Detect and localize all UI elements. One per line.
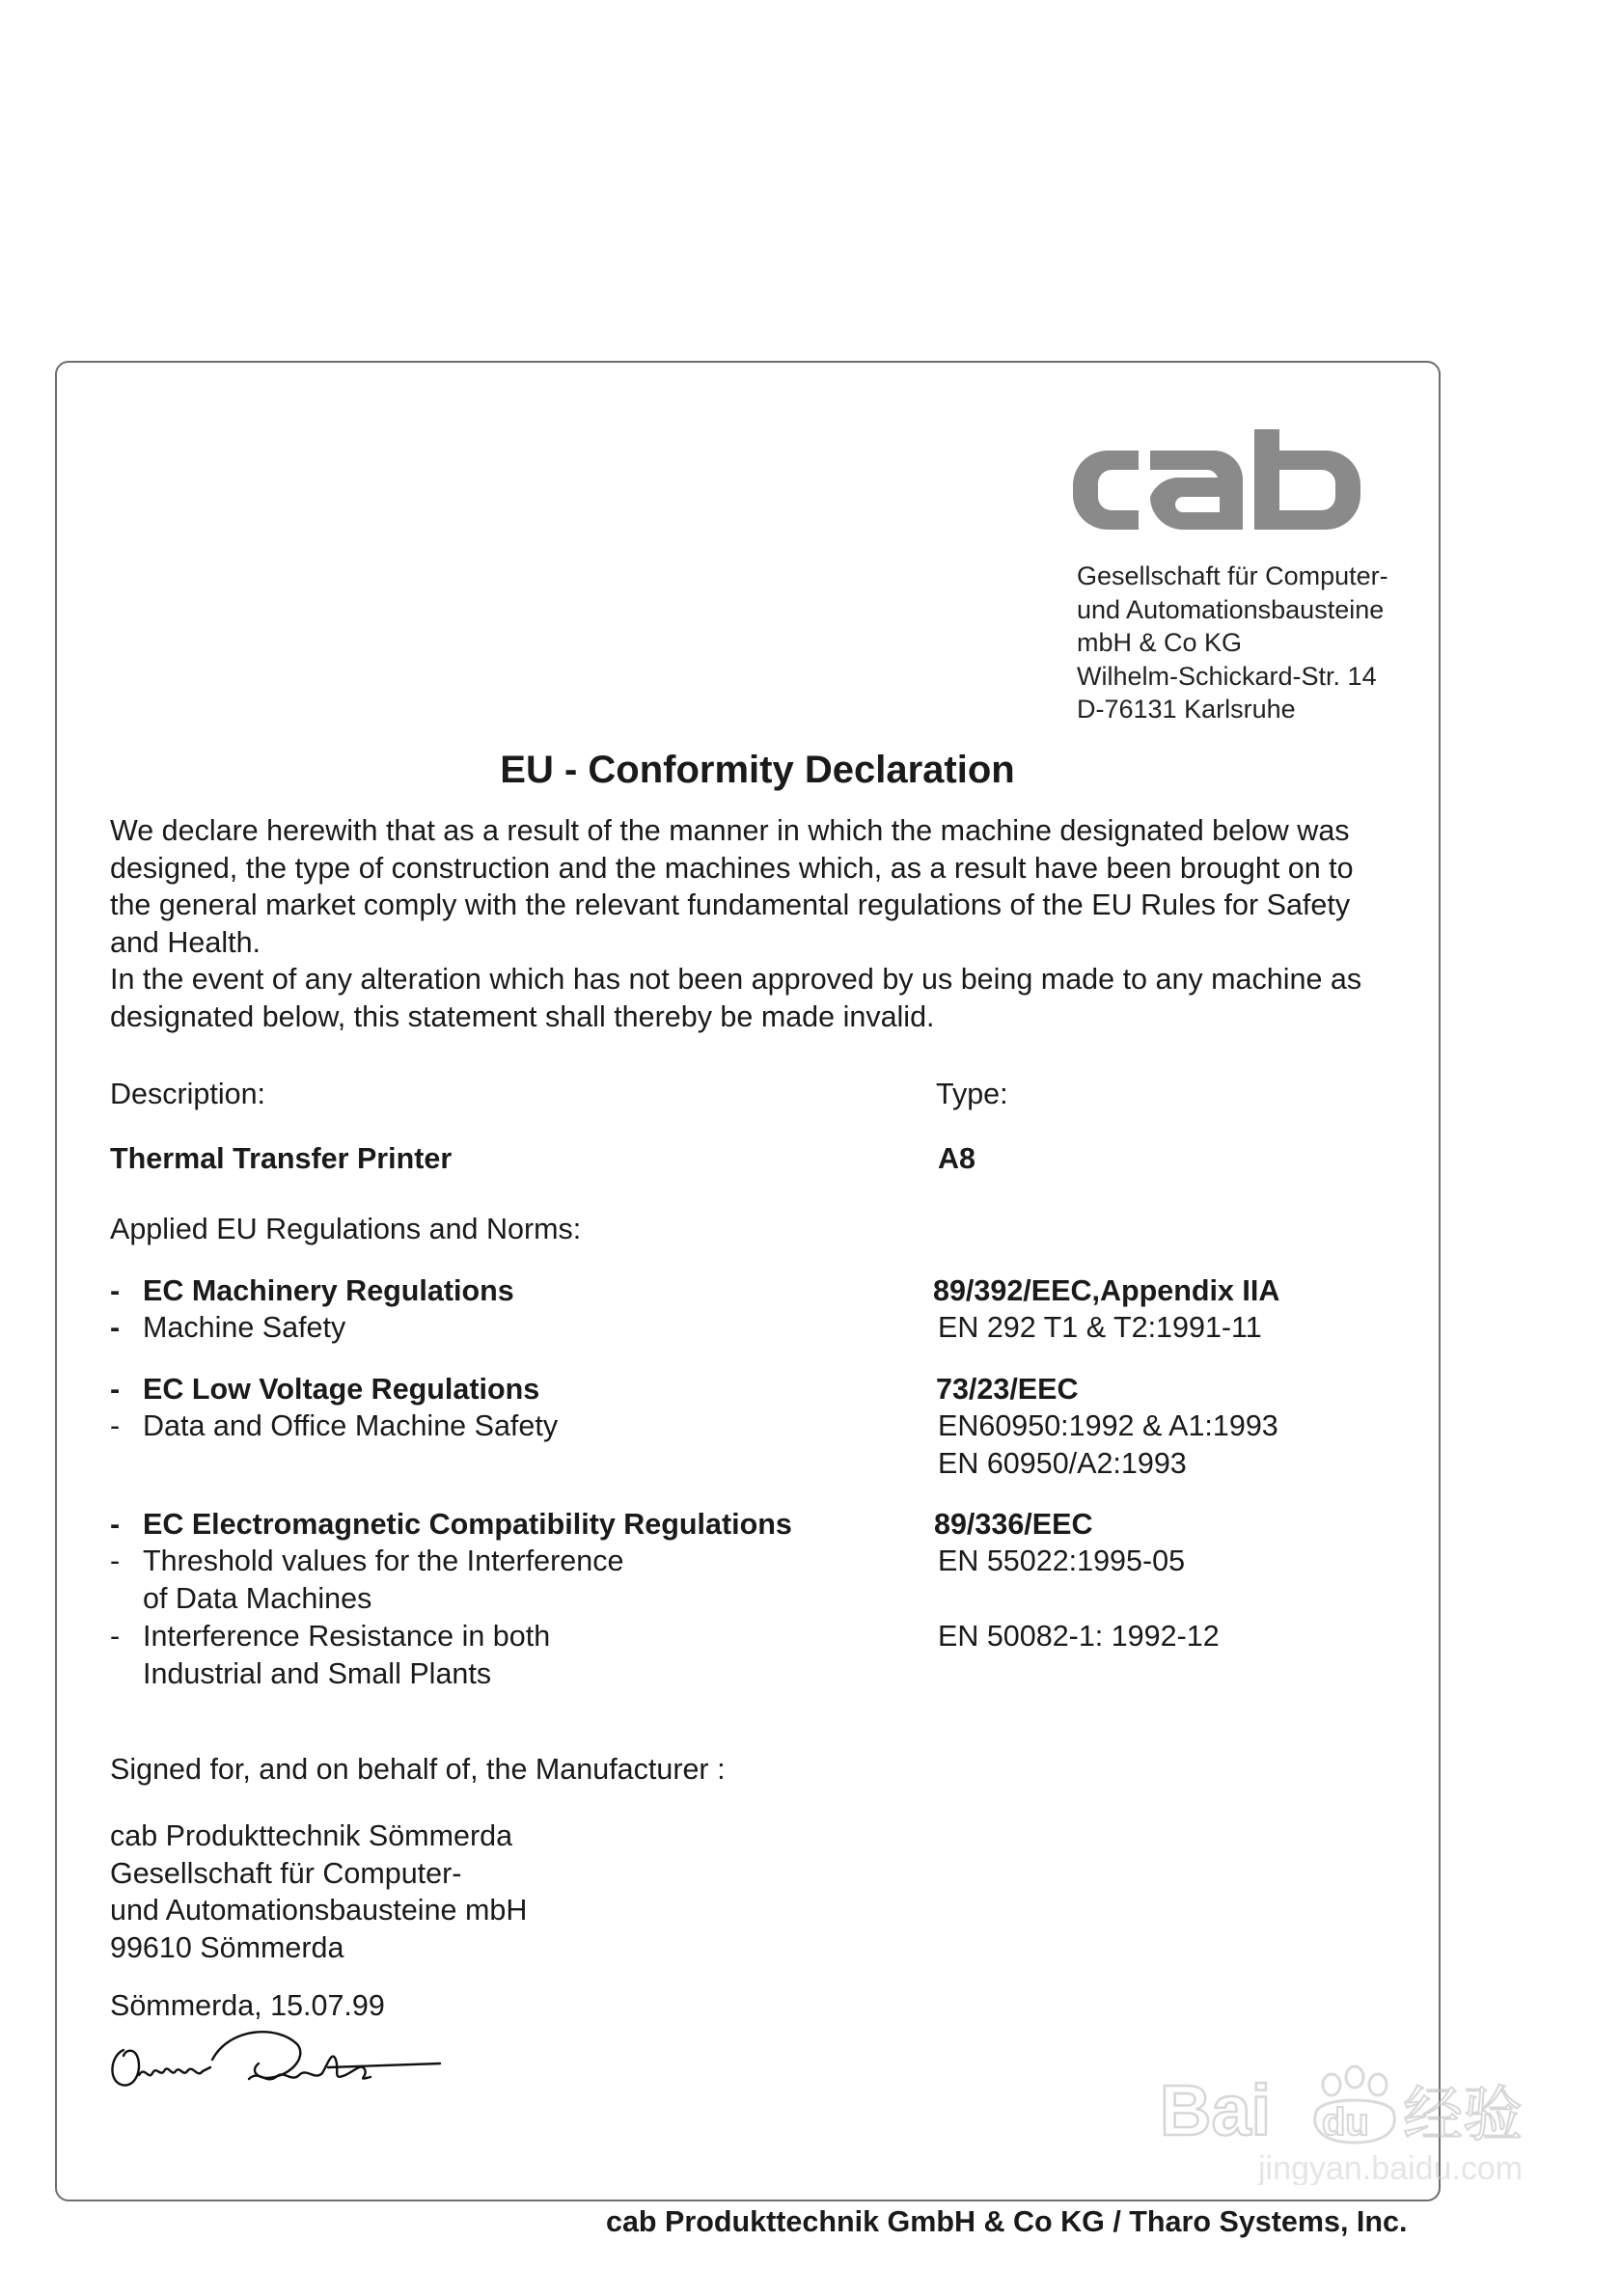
manufacturer-line: Gesellschaft für Computer- <box>110 1856 462 1890</box>
address-line: Gesellschaft für Computer- <box>1077 561 1388 590</box>
emc-sub-line: of Data Machines <box>143 1582 372 1615</box>
intro-line: In the event of any alteration which has not been approved by us being made to any machine as <box>110 963 1362 997</box>
dash: - <box>110 1620 121 1653</box>
footer: cab Produkttechnik GmbH & Co KG / Tharo Systems, Inc. <box>606 2205 1408 2238</box>
company-address <box>1077 560 1388 726</box>
svg-text:du: du <box>1322 2101 1369 2144</box>
low-voltage-regulation-name: EC Low Voltage Regulations <box>143 1373 540 1406</box>
applied-label: Applied EU Regulations and Norms: <box>110 1213 582 1245</box>
svg-text:jingyan.baidu.com: jingyan.baidu.com <box>1258 2150 1524 2185</box>
intro-paragraph <box>110 812 1361 1036</box>
dash: - <box>110 1274 121 1307</box>
intro-line: designated below, this statement shall thereby be made invalid. <box>110 999 935 1033</box>
handwritten-signature <box>104 2021 447 2108</box>
machinery-sub-norm: EN 292 T1 & T2:1991-11 <box>938 1311 1262 1344</box>
description-label: Description: <box>110 1078 266 1110</box>
machinery-sub-name: Machine Safety <box>143 1311 346 1344</box>
address-line: mbH & Co KG <box>1077 628 1243 657</box>
machinery-regulation-name: EC Machinery Regulations <box>143 1274 514 1307</box>
dash: - <box>110 1409 121 1442</box>
dash: - <box>110 1373 121 1406</box>
emc-regulation-name: EC Electromagnetic Compatibility Regulations <box>143 1508 792 1541</box>
intro-line: We declare herewith that as a result of the manner in which the machine designated below was <box>110 814 1350 847</box>
svg-text:经验: 经验 <box>1403 2079 1524 2149</box>
emc-sub-line: Industrial and Small Plants <box>143 1657 492 1690</box>
manufacturer-line: 99610 Sömmerda <box>110 1930 344 1964</box>
type-label: Type: <box>936 1078 1008 1110</box>
emc-sub-norm: EN 50082-1: 1992-12 <box>938 1620 1220 1653</box>
dash: - <box>110 1311 121 1344</box>
emc-sub-line: Threshold values for the Interference <box>143 1544 624 1577</box>
address-line: Wilhelm-Schickard-Str. 14 <box>1077 661 1377 691</box>
place-date: Sömmerda, 15.07.99 <box>110 1989 385 2022</box>
intro-line: designed, the type of construction and the machines which, as a result have been brought on to <box>110 851 1354 885</box>
manufacturer-line: und Automationsbausteine mbH <box>110 1894 528 1927</box>
dash: - <box>110 1544 121 1577</box>
dash: - <box>110 1508 121 1541</box>
low-voltage-regulation-code: 73/23/EEC <box>936 1373 1079 1406</box>
emc-sub-norm: EN 55022:1995-05 <box>938 1544 1186 1577</box>
type-value: A8 <box>938 1142 975 1175</box>
low-voltage-sub-name: Data and Office Machine Safety <box>143 1409 559 1442</box>
emc-sub-line: Interference Resistance in both <box>143 1620 551 1653</box>
address-line: und Automationsbausteine <box>1077 594 1385 624</box>
manufacturer-address <box>110 1818 527 1966</box>
description-value: Thermal Transfer Printer <box>110 1142 453 1175</box>
address-line: D-76131 Karlsruhe <box>1077 695 1296 724</box>
intro-line: and Health. <box>110 925 261 959</box>
page-title: EU - Conformity Declaration <box>500 749 1015 791</box>
emc-regulation-code: 89/336/EEC <box>934 1508 1093 1541</box>
low-voltage-sub-norm: EN 60950/A2:1993 <box>938 1447 1187 1480</box>
manufacturer-line: cab Produkttechnik Sömmerda <box>110 1819 513 1852</box>
intro-line: the general market comply with the relevant fundamental regulations of the EU Rules for Safety <box>110 888 1351 922</box>
signed-label: Signed for, and on behalf of, the Manufacturer : <box>110 1753 726 1786</box>
machinery-regulation-code: 89/392/EEC,Appendix IIA <box>933 1274 1280 1307</box>
cab-logo <box>1069 429 1363 545</box>
baidu-watermark <box>1158 2060 1573 2185</box>
svg-text:Bai: Bai <box>1160 2070 1272 2150</box>
low-voltage-sub-norm: EN60950:1992 & A1:1993 <box>938 1409 1278 1442</box>
